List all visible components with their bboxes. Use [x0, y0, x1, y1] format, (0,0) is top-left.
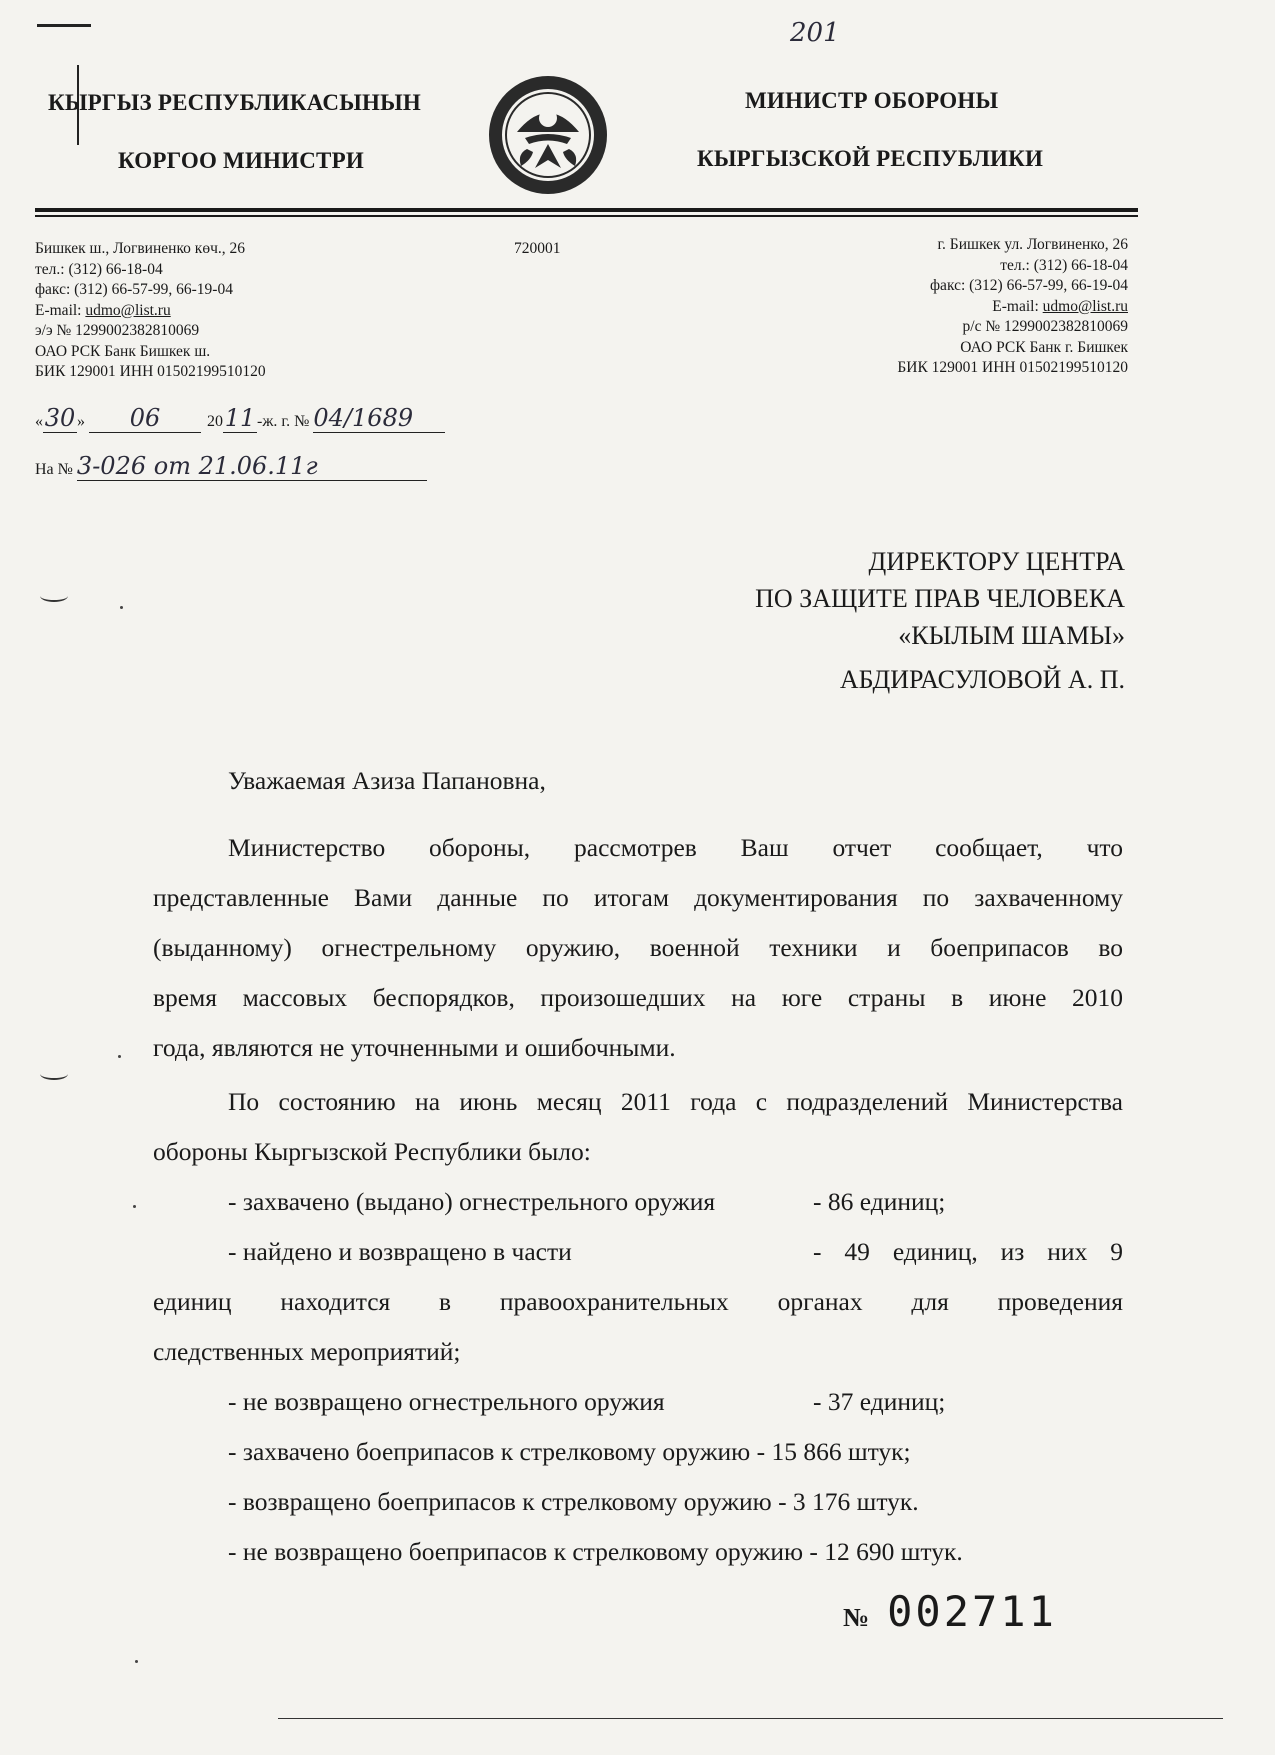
address-left-street: Бишкек ш., Логвиненко көч., 26	[35, 240, 246, 257]
addressee-line3: «КЫЛЫМ ШАМЫ»	[898, 621, 1125, 650]
serial-label: №	[843, 1603, 870, 1632]
para1-line2: представленные Вами данные по итогам документирования по захваченному	[153, 883, 1123, 912]
item2-text: - найдено и возвращено в части	[228, 1237, 572, 1266]
address-right	[897, 235, 1128, 379]
address-right-bik: БИК 129001 ИНН 01502199510120	[897, 359, 1128, 376]
header-left-line2: КОРГОО МИНИСТРИ	[118, 148, 364, 173]
outgoing-number: 04/1689	[313, 404, 445, 433]
address-left-bank: ОАО РСК Банк Бишкек ш.	[35, 342, 211, 360]
paragraph-2	[153, 1077, 1123, 1177]
bottom-rule	[278, 1718, 1223, 1719]
para2-line2: обороны Кыргызской Республики было:	[153, 1137, 591, 1166]
address-right-fax: факс: (312) 66-57-99, 66-19-04	[930, 277, 1128, 294]
date-year: 11	[224, 404, 256, 432]
list-item	[153, 1177, 1123, 1227]
margin-tick-1	[40, 590, 68, 602]
item1-value: - 86 единиц;	[813, 1187, 946, 1216]
date-close-quote: »	[77, 413, 85, 430]
address-left-email-row	[35, 301, 266, 322]
para1-line5: года, являются не уточненными и ошибочными.	[153, 1033, 676, 1062]
address-left-email-link[interactable]: udmo@list.ru	[85, 301, 171, 319]
address-right-email-link[interactable]: udmo@list.ru	[1042, 297, 1128, 315]
para1-line4: время массовых беспорядков, произошедших на юге страны в июне 2010	[153, 983, 1123, 1012]
items-list	[153, 1177, 1123, 1577]
header-rule-thick	[35, 208, 1138, 212]
header-right-line1: МИНИСТР ОБОРОНЫ	[745, 88, 999, 113]
para2-line1: По состоянию на июнь месяц 2011 года с подразделений Министерства	[228, 1087, 1123, 1116]
item4: - захвачено боеприпасов к стрелковому оружию - 15 866 штук;	[228, 1437, 911, 1466]
address-right-account: р/с № 1299002382810069	[962, 318, 1128, 335]
item3-value: - 37 единиц;	[813, 1387, 946, 1416]
serial-number	[843, 1587, 1057, 1636]
address-right-bank: ОАО РСК Банк г. Бишкек	[960, 338, 1128, 356]
address-left-account: э/э № 1299002382810069	[35, 322, 200, 339]
item2-continued-2: следственных мероприятий;	[153, 1337, 461, 1366]
para1-line1: Министерство обороны, рассмотрев Ваш отчет сообщает, что	[228, 833, 1123, 862]
date-year-suffix: -ж. г. №	[257, 413, 310, 430]
addressee-block	[755, 543, 1125, 698]
address-right-street: г. Бишкек ул. Логвиненко, 26	[937, 236, 1128, 253]
header-rule-thin	[35, 215, 1138, 217]
margin-tick-2	[40, 1068, 68, 1080]
address-right-email-row	[897, 297, 1128, 318]
date-month: 06	[89, 404, 201, 433]
serial-value: 002711	[887, 1587, 1057, 1636]
addressee-line1: ДИРЕКТОРУ ЦЕНТРА	[868, 547, 1125, 576]
list-item	[153, 1227, 1123, 1277]
salutation: Уважаемая Азиза Папановна,	[228, 766, 546, 795]
list-item	[153, 1377, 1123, 1427]
reference-value: 3-026 от 21.06.11г	[77, 452, 427, 481]
address-left-email-label: E-mail:	[35, 301, 86, 319]
item5: - возвращено боеприпасов к стрелковому оружию - 3 176 штук.	[228, 1487, 919, 1516]
reference-line	[35, 452, 427, 481]
item3-text: - не возвращено огнестрельного оружия	[228, 1387, 665, 1416]
para1-line3: (выданному) огнестрельному оружию, военной техники и боеприпасов во	[153, 933, 1123, 962]
address-right-phone: тел.: (312) 66-18-04	[1000, 256, 1128, 274]
addressee-line4: АБДИРАСУЛОВОЙ А. П.	[839, 665, 1125, 694]
address-left-fax: факс: (312) 66-57-99, 66-19-04	[35, 281, 233, 298]
date-day: 30	[44, 404, 76, 432]
speck	[120, 606, 123, 609]
speck	[133, 1205, 136, 1208]
address-left	[35, 239, 266, 383]
date-year-prefix: 20	[207, 413, 223, 430]
header-left-line1: КЫРГЫЗ РЕСПУБЛИКАСЫНЫН	[48, 90, 421, 115]
postal-code: 720001	[514, 240, 561, 257]
address-left-phone: тел.: (312) 66-18-04	[35, 260, 163, 278]
addressee-line2: ПО ЗАЩИТЕ ПРАВ ЧЕЛОВЕКА	[755, 584, 1125, 613]
speck	[135, 1660, 138, 1663]
dateline	[35, 404, 445, 433]
reference-label: На №	[35, 461, 73, 478]
page-mark: 201	[790, 18, 840, 48]
item1-text: - захвачено (выдано) огнестрельного оружия	[228, 1187, 716, 1216]
corner-mark	[37, 24, 91, 27]
paragraph-1	[153, 823, 1123, 1073]
date-open-quote: «	[35, 413, 43, 430]
header-right-line2: КЫРГЫЗСКОЙ РЕСПУБЛИКИ	[697, 146, 1044, 171]
item2-value: - 49 единиц, из них 9	[813, 1237, 1123, 1266]
address-right-email-label: E-mail:	[992, 297, 1043, 315]
item2-continued-1: единиц находится в правоохранительных органах для проведения	[153, 1287, 1123, 1316]
state-emblem-icon	[487, 74, 609, 196]
item6: - не возвращено боеприпасов к стрелковому оружию - 12 690 штук.	[228, 1537, 963, 1566]
speck	[118, 1055, 121, 1058]
address-left-bik: БИК 129001 ИНН 01502199510120	[35, 363, 266, 380]
